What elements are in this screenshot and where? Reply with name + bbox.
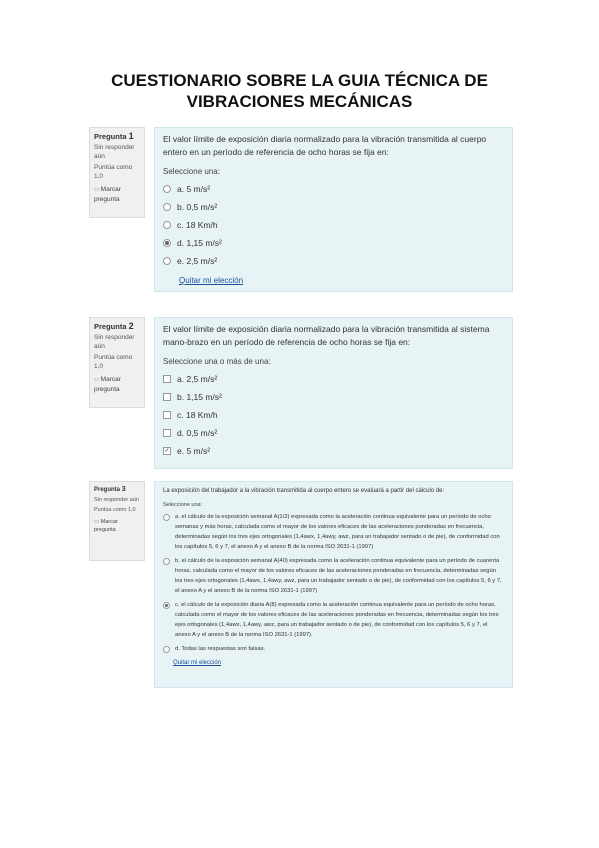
flag-icon: ▭ — [94, 377, 100, 383]
page-title-line-1: CUESTIONARIO SOBRE LA GUIA TÉCNICA DE — [111, 71, 488, 90]
radio-button-selected[interactable] — [163, 239, 171, 247]
question-content — [154, 317, 513, 469]
clear-choice-link[interactable]: Quitar mi elección — [179, 276, 244, 285]
flag-question-link[interactable]: ▭Marcar pregunta — [94, 519, 118, 533]
answer-prompt: Seleccione una: — [163, 502, 203, 508]
answer-option-a[interactable]: a. el cálculo de la exposición semanal A(1/2) expresada como la aceleración continua equivalente para un período de ocho semanas y más horas, calculada como el mayor de los valores eficaces de las aceleraciones ponderadas en frecuencia, determinadas según los tres ejes ortogonales (1,4awx, 1,4awy, awz, para un trabajador sentado o de pie), de conformidad con los capítulos 5, 6 y 7, el anexo A y el anexo B de la norma ISO 2631-1 (1997) — [163, 512, 504, 552]
question-number: Pregunta 2 — [94, 321, 134, 331]
radio-button-selected[interactable] — [163, 602, 170, 609]
answer-option-c[interactable]: c. 18 Km/h — [163, 220, 504, 230]
radio-button[interactable] — [163, 514, 170, 521]
answer-option-d[interactable]: d. Todas las respuestas son falsas. — [163, 644, 504, 654]
radio-button[interactable] — [163, 558, 170, 565]
answer-option-e[interactable]: ✓ e. 5 m/s² — [164, 446, 211, 456]
flag-icon: ▭ — [94, 187, 100, 193]
checkbox[interactable] — [163, 375, 171, 383]
question-content — [154, 481, 513, 688]
question-info — [89, 481, 145, 561]
answer-prompt: Seleccione una: — [163, 167, 220, 176]
page-title-line-2: VIBRACIONES MECÁNICAS — [186, 92, 413, 111]
answer-option-d[interactable]: d. 1,15 m/s² — [163, 238, 504, 248]
checkbox[interactable] — [163, 429, 171, 437]
checkbox-checked[interactable]: ✓ — [164, 448, 170, 454]
checkbox[interactable] — [163, 393, 171, 401]
question-score: Puntúa como 1,0 — [94, 354, 133, 370]
question-info — [89, 317, 145, 408]
question-number: Pregunta 1 — [94, 131, 134, 141]
answer-option-a[interactable]: a. 5 m/s² — [163, 184, 504, 194]
flag-icon: ▭ — [94, 519, 100, 525]
radio-button[interactable] — [163, 203, 171, 211]
answer-option-e[interactable]: e. 2,5 m/s² — [163, 256, 504, 266]
question-text: El valor límite de exposición diaria normalizado para la vibración transmitida al sistema mano-brazo en un período de referencia de ocho horas se fija en: — [163, 324, 490, 347]
question-content — [154, 127, 513, 292]
clear-choice-link[interactable]: Quitar mi elección — [173, 660, 222, 666]
checkbox[interactable] — [163, 411, 171, 419]
question-status: Sin responder aún — [94, 497, 139, 503]
question-info — [89, 127, 145, 218]
question-text: El valor límite de exposición diaria normalizado para la vibración transmitida al cuerpo entero en un período de referencia de ocho horas se fija en: — [163, 134, 487, 157]
question-status: Sin responder aún — [94, 144, 135, 160]
radio-button[interactable] — [163, 646, 170, 653]
question-score: Puntúa como 1,0 — [94, 507, 136, 513]
answer-option-b[interactable]: b. el cálculo de la exposición semanal A(40) expresada como la aceleración continua equivalente para un período de cuarenta horas, calculada como el mayor de los valores eficaces de las aceleraciones ponderadas en frecuencia, determinadas según los tres ejes ortogonales (1,4awx, 1,4awy, awz, para un trabajador sentado o de pie), de conformidad con los capítulos 5, 6 y 7, el anexo A y el anexo B de la norma ISO 2631-1 (1997) — [163, 556, 504, 596]
answer-option-b[interactable]: b. 1,15 m/s² — [163, 392, 504, 402]
question-number: Pregunta 3 — [94, 486, 126, 493]
flag-question-link[interactable]: ▭Marcar pregunta — [94, 376, 121, 393]
question-score: Puntúa como 1,0 — [94, 164, 133, 180]
radio-button[interactable] — [163, 257, 171, 265]
page-title — [0, 70, 599, 112]
answer-option-d[interactable]: d. 0,5 m/s² — [163, 428, 504, 438]
answer-option-c[interactable]: c. 18 Km/h — [163, 410, 504, 420]
answer-option-b[interactable]: b. 0,5 m/s² — [163, 202, 504, 212]
question-status: Sin responder aún — [94, 334, 135, 350]
radio-button[interactable] — [163, 185, 171, 193]
flag-question-link[interactable]: ▭Marcar pregunta — [94, 186, 121, 203]
answer-option-a[interactable]: a. 2,5 m/s² — [163, 374, 504, 384]
answer-option-c[interactable]: c. el cálculo de la exposición diaria A(8) expresada como la aceleración continua equivalente para un período de ocho horas, calculada como el mayor de los valores eficaces de las aceleraciones ponderadas en frecuencia, determinadas según los tres ejes ortogonales (1,4awx, 1,4awy, awz, para un trabajador sentado o de pie), de conformidad con los capítulos 5, 6 y 7, el anexo A y el anexo B de la norma ISO 2631-1 (1997). — [163, 600, 504, 640]
answer-prompt: Seleccione una o más de una: — [163, 357, 271, 366]
radio-button[interactable] — [163, 221, 171, 229]
question-text: La exposición del trabajador a la vibración transmitida al cuerpo entero se evaluará a partir del cálculo de: — [163, 488, 445, 494]
